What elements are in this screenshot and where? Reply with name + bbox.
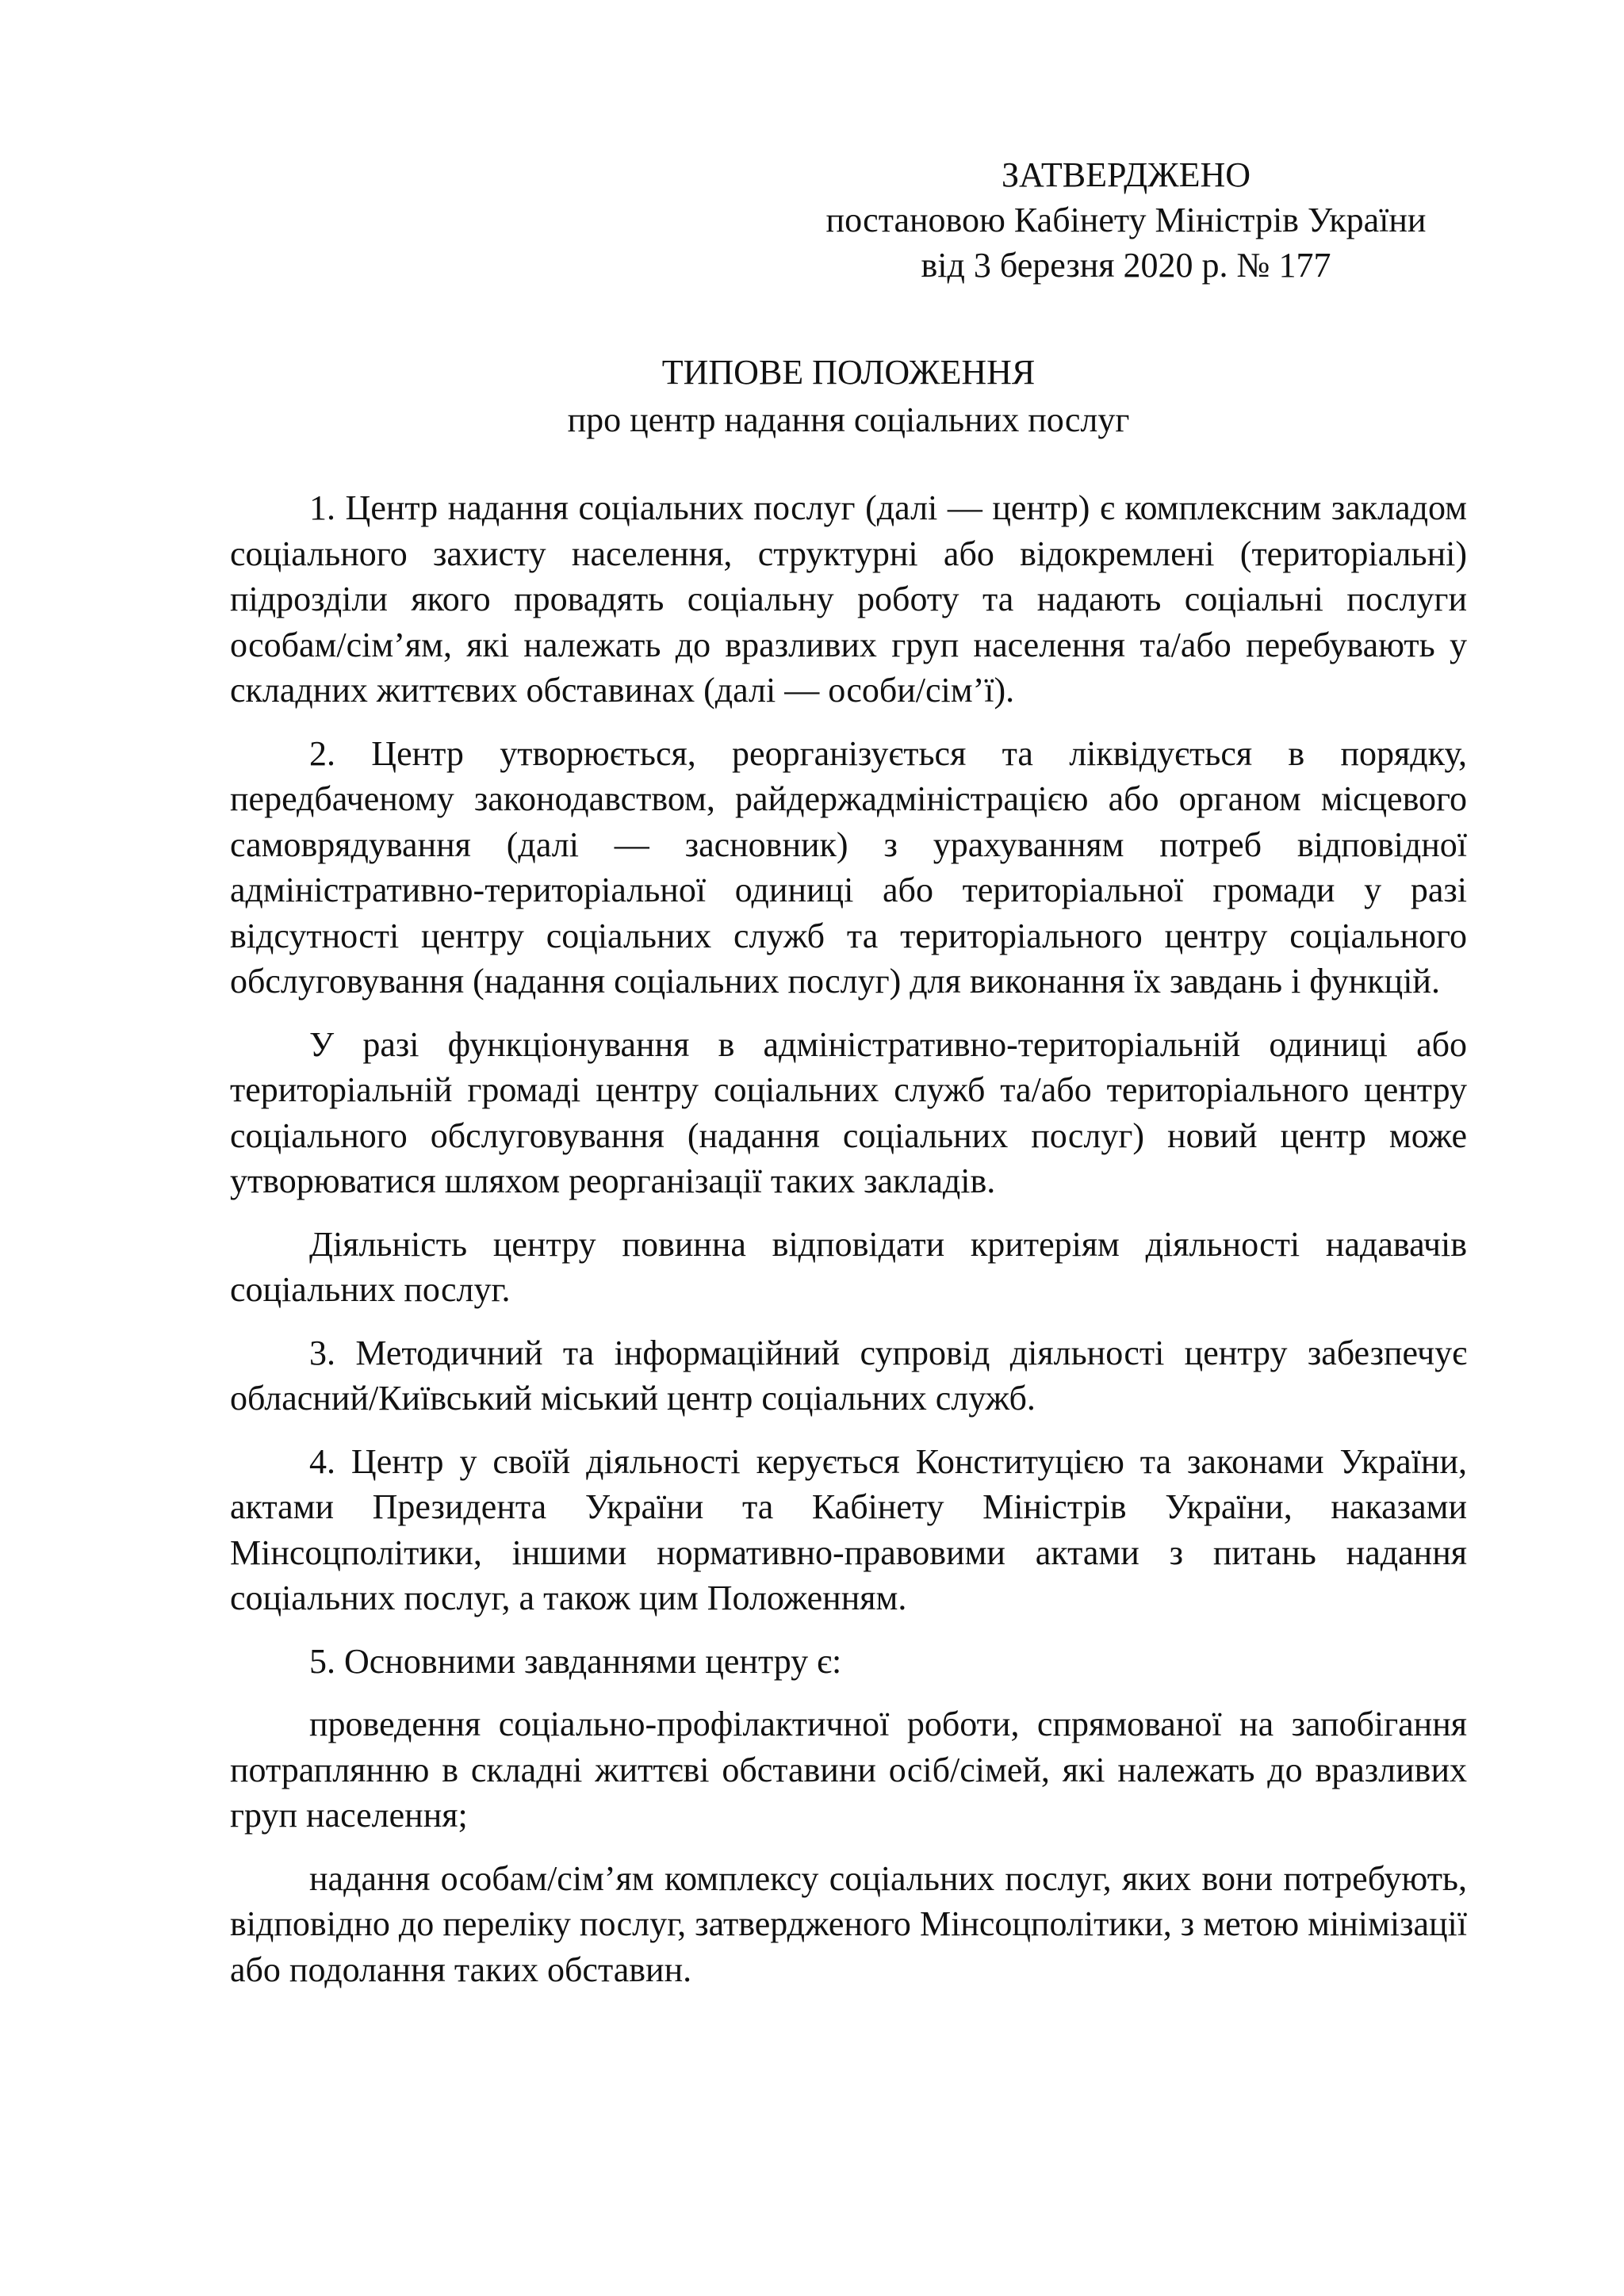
paragraph: Діяльність центру повинна відповідати критеріям діяльності надавачів соціальних послуг.: [230, 1224, 1467, 1309]
approval-date-number: від 3 березня 2020 р. № 177: [921, 246, 1331, 285]
document-title: ТИПОВЕ ПОЛОЖЕННЯ: [661, 353, 1036, 392]
paragraph: 3. Методичний та інформаційний супровід діяльності центру забезпечує обласний/Київський міський центр соціальних служб.: [230, 1333, 1467, 1418]
paragraph: надання особам/сім’ям комплексу соціальних послуг, яких вони потребують, відповідно до переліку послуг, затвердженого Мінсоцполітики, з метою мінімізації або подолання таких обставин.: [230, 1858, 1467, 1989]
approval-authority: постановою Кабінету Міністрів України: [825, 201, 1427, 239]
paragraph: проведення соціально-профілактичної роботи, спрямованої на запобігання потраплянню в складні життєві обставини осіб/сімей, які належать до вразливих груп населення;: [230, 1705, 1467, 1835]
paragraph: 4. Центр у своїй діяльності керується Конституцією та законами України, актами Президента України та Кабінету Міністрів України, наказами Мінсоцполітики, іншими нормативно-правовими актами з питань надання соціальних послуг, а також цим Положенням.: [230, 1441, 1467, 1617]
document-body: [230, 485, 1467, 2010]
approval-heading: ЗАТВЕРДЖЕНО: [1001, 155, 1251, 194]
document-title-block: [230, 349, 1467, 444]
paragraph: 2. Центр утворюється, реорганізується та ліквідується в порядку, передбаченому законодавством, райдержадміністрацією або органом місцевого самоврядування (далі — засновник) з урахуванням потреб відповідної адміністративно-територіальної одиниці або територіальної громади у разі відсутності центру соціальних служб та територіального центру соціального обслуговування (надання соціальних послуг) для виконання їх завдань і функцій.: [230, 733, 1467, 1001]
paragraph: 5. Основними завданнями центру є:: [309, 1641, 842, 1681]
paragraph: У разі функціонування в адміністративно-територіальній одиниці або територіальній громаді центру соціальних служб та/або територіального центру соціального обслуговування (надання соціальних послуг) новий центр може утворюватися шляхом реорганізації таких закладів.: [230, 1024, 1467, 1200]
document-subtitle: про центр надання соціальних послуг: [567, 400, 1130, 439]
approval-stamp-block: [777, 152, 1475, 288]
paragraph: 1. Центр надання соціальних послуг (далі — центр) є комплексним закладом соціального захисту населення, структурні або відокремлені (територіальні) підрозділи якого провадять соціальну роботу та надають соціальні послуги особам/сім’ям, які належать до вразливих груп населення та/або перебувають у складних життєвих обставинах (далі — особи/сім’ї).: [230, 488, 1467, 710]
